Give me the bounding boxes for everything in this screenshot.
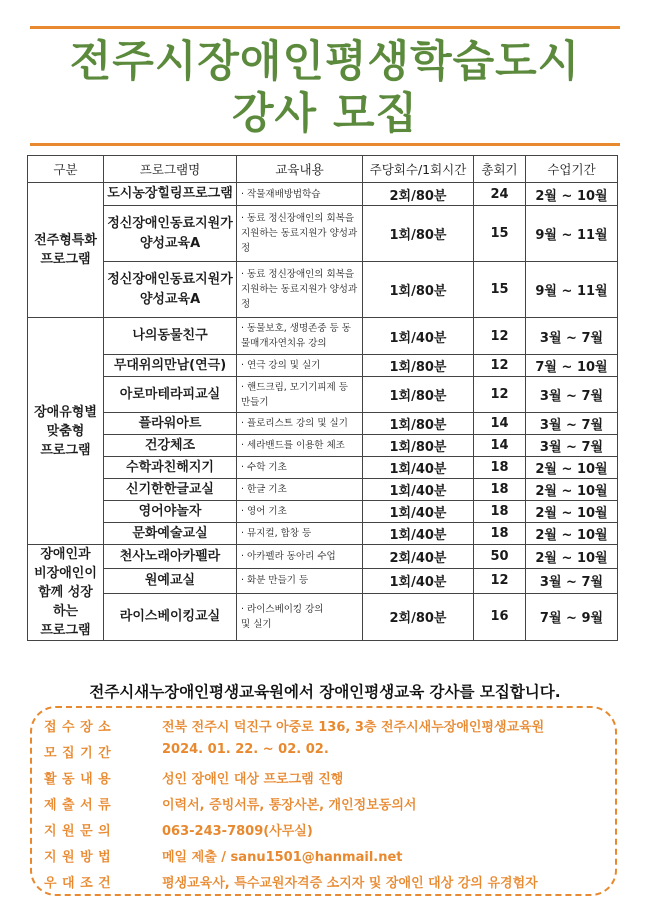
total-sessions-cell: 18 <box>474 501 526 523</box>
info-label: 활동내용 <box>44 772 117 787</box>
info-label: 지원방법 <box>44 850 117 865</box>
program-name-cell: 아로마테라피교실 <box>104 377 237 413</box>
period-cell: 2월 ~ 10월 <box>526 183 618 206</box>
info-label: 접수장소 <box>44 720 117 735</box>
total-sessions-cell: 12 <box>474 318 526 355</box>
content-cell: · 수학 기초 <box>237 457 363 479</box>
content-cell: · 세라밴드를 이용한 체조 <box>237 435 363 457</box>
content-cell: · 핸드크림, 모기기피제 등 만들기 <box>237 377 363 413</box>
frequency-cell: 1회/80분 <box>363 435 474 457</box>
period-cell: 7월 ~ 9월 <box>526 593 618 640</box>
frequency-cell: 1회/40분 <box>363 457 474 479</box>
period-cell: 2월 ~ 10월 <box>526 523 618 545</box>
program-name-cell: 나의동물친구 <box>104 318 237 355</box>
frequency-cell: 1회/40분 <box>363 318 474 355</box>
program-name-cell: 영어야놀자 <box>104 501 237 523</box>
period-cell: 2월 ~ 10월 <box>526 501 618 523</box>
table-row <box>28 355 618 377</box>
frequency-cell: 1회/40분 <box>363 569 474 593</box>
category-cell: 장애유형별 맞춤형 프로그램 <box>28 318 104 545</box>
total-sessions-cell: 12 <box>474 355 526 377</box>
content-cell: · 플로리스트 강의 및 실기 <box>237 413 363 435</box>
info-value: 전북 전주시 덕진구 아중로 136, 3층 전주시새누장애인평생교육원 <box>162 720 545 735</box>
period-cell: 9월 ~ 11월 <box>526 262 618 318</box>
header-category: 구분 <box>28 156 104 183</box>
frequency-cell: 1회/80분 <box>363 206 474 262</box>
header-period: 수업기간 <box>526 156 618 183</box>
table-row <box>28 206 618 262</box>
program-name-cell: 문화예술교실 <box>104 523 237 545</box>
program-name-cell: 원예교실 <box>104 569 237 593</box>
frequency-cell: 1회/40분 <box>363 523 474 545</box>
table-row <box>28 569 618 593</box>
frequency-cell: 1회/40분 <box>363 479 474 501</box>
table-row <box>28 479 618 501</box>
total-sessions-cell: 16 <box>474 593 526 640</box>
content-cell: · 동물보호, 생명존중 등 동물매개자연치유 강의 <box>237 318 363 355</box>
content-cell: · 작물재배방법학습 <box>237 183 363 206</box>
info-label: 지원문의 <box>44 824 117 839</box>
total-sessions-cell: 24 <box>474 183 526 206</box>
program-name-cell: 천사노래아카펠라 <box>104 545 237 569</box>
header-frequency: 주당회수/1회시간 <box>363 156 474 183</box>
info-label: 모집기간 <box>44 746 117 761</box>
frequency-cell: 1회/80분 <box>363 262 474 318</box>
program-name-cell: 정신장애인동료지원가 양성교육A <box>104 206 237 262</box>
table-row <box>28 183 618 206</box>
frequency-cell: 1회/80분 <box>363 413 474 435</box>
content-cell: · 영어 기초 <box>237 501 363 523</box>
period-cell: 9월 ~ 11월 <box>526 206 618 262</box>
total-sessions-cell: 15 <box>474 262 526 318</box>
program-name-cell: 수학과친해지기 <box>104 457 237 479</box>
frequency-cell: 1회/80분 <box>363 355 474 377</box>
period-cell: 3월 ~ 7월 <box>526 377 618 413</box>
period-cell: 3월 ~ 7월 <box>526 318 618 355</box>
category-cell: 장애인과 비장애인이 함께 성장 하는 프로그램 <box>28 545 104 641</box>
frequency-cell: 2회/80분 <box>363 183 474 206</box>
program-name-cell: 건강체조 <box>104 435 237 457</box>
content-cell: · 뮤지컬, 합창 등 <box>237 523 363 545</box>
frequency-cell: 1회/80분 <box>363 377 474 413</box>
total-sessions-cell: 18 <box>474 457 526 479</box>
table-row <box>28 545 618 569</box>
total-sessions-cell: 12 <box>474 377 526 413</box>
content-cell: · 연극 강의 및 실기 <box>237 355 363 377</box>
content-cell: · 동료 정신장애인의 회복을 지원하는 동료지원가 양성과정 <box>237 262 363 318</box>
content-cell: · 동료 정신장애인의 회복을 지원하는 동료지원가 양성과정 <box>237 206 363 262</box>
period-cell: 2월 ~ 10월 <box>526 457 618 479</box>
period-cell: 3월 ~ 7월 <box>526 413 618 435</box>
period-cell: 2월 ~ 10월 <box>526 545 618 569</box>
title-bottom-rule <box>30 143 620 146</box>
info-value: 평생교육사, 특수교원자격증 소지자 및 장애인 대상 강의 유경험자 <box>162 876 538 891</box>
total-sessions-cell: 12 <box>474 569 526 593</box>
period-cell: 7월 ~ 10월 <box>526 355 618 377</box>
table-row <box>28 262 618 318</box>
program-name-cell: 플라워아트 <box>104 413 237 435</box>
announcement: 전주시새누장애인평생교육원에서 장애인평생교육 강사를 모집합니다. <box>89 683 561 701</box>
program-name-cell: 도시농장힐링프로그램 <box>104 183 237 206</box>
total-sessions-cell: 14 <box>474 413 526 435</box>
info-value: 성인 장애인 대상 프로그램 진행 <box>162 772 344 787</box>
table-row <box>28 318 618 355</box>
program-name-cell: 라이스베이킹교실 <box>104 593 237 640</box>
table-row <box>28 501 618 523</box>
page-title-line1: 전주시장애인평생학습도시 <box>69 37 581 87</box>
program-name-cell: 정신장애인동료지원가 양성교육A <box>104 262 237 318</box>
page-title-line2: 강사 모집 <box>231 89 419 139</box>
table-header-row <box>28 156 618 183</box>
info-value: 2024. 01. 22. ~ 02. 02. <box>162 742 329 757</box>
top-rule <box>30 26 620 29</box>
content-cell: · 화분 만들기 등 <box>237 569 363 593</box>
table-row <box>28 435 618 457</box>
frequency-cell: 1회/40분 <box>363 501 474 523</box>
category-cell: 전주형특화 프로그램 <box>28 183 104 318</box>
table-row <box>28 457 618 479</box>
total-sessions-cell: 15 <box>474 206 526 262</box>
info-value: 이력서, 증빙서류, 통장사본, 개인정보동의서 <box>162 798 417 813</box>
frequency-cell: 2회/40분 <box>363 545 474 569</box>
info-value: 063-243-7809(사무실) <box>162 824 313 839</box>
frequency-cell: 2회/80분 <box>363 593 474 640</box>
table-row <box>28 377 618 413</box>
table-row <box>28 593 618 640</box>
period-cell: 3월 ~ 7월 <box>526 435 618 457</box>
total-sessions-cell: 18 <box>474 479 526 501</box>
program-table <box>27 155 618 641</box>
header-program-name: 프로그램명 <box>104 156 237 183</box>
program-name-cell: 무대위의만남(연극) <box>104 355 237 377</box>
program-name-cell: 신기한한글교실 <box>104 479 237 501</box>
total-sessions-cell: 50 <box>474 545 526 569</box>
header-content: 교육내용 <box>237 156 363 183</box>
table-row <box>28 413 618 435</box>
total-sessions-cell: 18 <box>474 523 526 545</box>
total-sessions-cell: 14 <box>474 435 526 457</box>
header-total-sessions: 총회기 <box>474 156 526 183</box>
content-cell: · 한글 기초 <box>237 479 363 501</box>
info-value: 메일 제출 / sanu1501@hanmail.net <box>162 850 403 865</box>
period-cell: 2월 ~ 10월 <box>526 479 618 501</box>
info-label: 우대조건 <box>44 876 117 891</box>
content-cell: · 라이스베이킹 강의 및 실기 <box>237 593 363 640</box>
period-cell: 3월 ~ 7월 <box>526 569 618 593</box>
table-row <box>28 523 618 545</box>
info-label: 제출서류 <box>44 798 117 813</box>
content-cell: · 아카펠라 동아리 수업 <box>237 545 363 569</box>
